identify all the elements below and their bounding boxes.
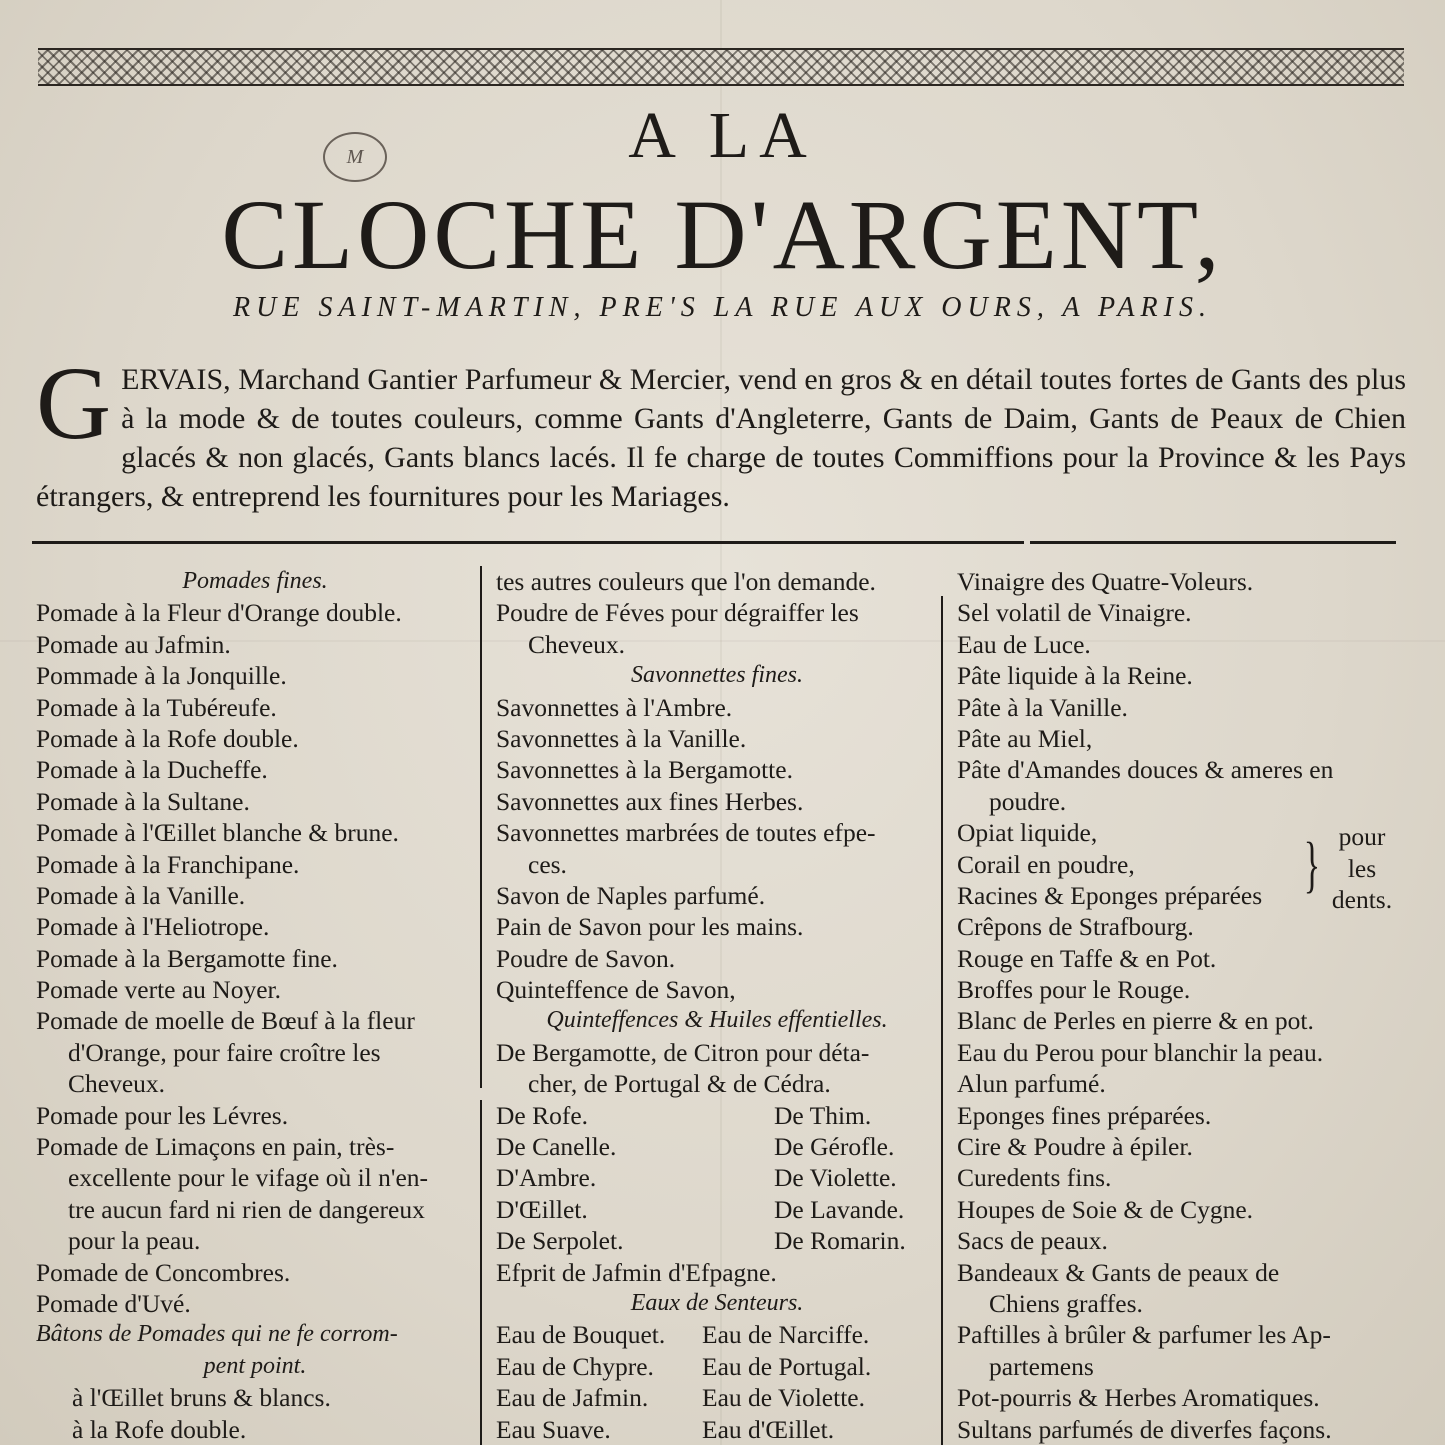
list-item: Corail en poudre, — [957, 849, 1135, 879]
list-item: Savon de Naples parfumé. — [496, 880, 766, 910]
list-item-pair — [496, 1131, 938, 1162]
section-heading: pent point. — [203, 1352, 307, 1379]
list-item: Sel volatil de Vinaigre. — [957, 598, 1192, 628]
list-item: Broffes pour le Rouge. — [957, 975, 1191, 1005]
list-item: Pomade à la Ducheffe. — [36, 755, 268, 785]
list-item: Eau de Bouquet. — [496, 1320, 666, 1350]
list-item: Crêpons de Strafbourg. — [957, 912, 1194, 942]
list-item: Efprit de Jafmin d'Efpagne. — [496, 1257, 777, 1287]
list-item: tre aucun fard ni rien de dangereux — [68, 1194, 425, 1224]
list-item: De Lavande. — [774, 1194, 905, 1224]
library-stamp: M — [323, 132, 387, 182]
list-item: Cheveux. — [68, 1069, 166, 1099]
list-item: De Violette. — [774, 1163, 897, 1193]
list-item: Houpes de Soie & de Cygne. — [957, 1194, 1254, 1224]
list-item: Sacs de peaux. — [957, 1226, 1108, 1256]
list-item: Pommade à la Jonquille. — [36, 661, 287, 691]
list-item: Eau de Jafmin. — [496, 1383, 649, 1413]
list-item: Chiens graffes. — [989, 1288, 1143, 1318]
intro-text: ERVAIS, Marchand Gantier Parfumeur & Mercier, vend en gros & en détail toutes fortes de Gants des plus à la mode & de toutes couleurs, comme Gants d'Angleterre, Gants de Daim, Gants de Peaux de Chien glacés & non glacés, Gants blancs lacés. Il fe charge de toutes Commiffions pour la Province & les Pays étrangers, & entreprend les fournitures pour les Mariages. — [36, 363, 1406, 513]
brace-label-line: dents. — [1331, 884, 1393, 914]
list-item: Paftilles à brûler & parfumer les Ap- — [957, 1320, 1331, 1350]
list-item: De Romarin. — [774, 1226, 906, 1256]
list-item: Quinteffence de Savon, — [496, 975, 736, 1005]
column-divider-2 — [941, 596, 943, 1445]
list-item: Savonnettes à la Bergamotte. — [496, 755, 793, 785]
list-item: Pomade de Concombres. — [36, 1257, 291, 1287]
list-item: Pomade à la Franchipane. — [36, 849, 300, 879]
list-item: Savonnettes à la Vanille. — [496, 723, 747, 753]
list-item: Pomade au Jafmin. — [36, 629, 231, 659]
column-savonnettes — [496, 566, 938, 1445]
list-item: Pomade de moelle de Bœuf à la fleur — [36, 1006, 415, 1036]
intro-paragraph — [36, 346, 1406, 516]
list-item: Cire & Poudre à épiler. — [957, 1132, 1193, 1162]
list-item: Pâte au Miel, — [957, 723, 1093, 753]
list-item: De Serpolet. — [496, 1226, 624, 1256]
list-item: Opiat liquide, — [957, 818, 1098, 848]
list-item: Eau de Violette. — [702, 1383, 865, 1413]
list-item-pair — [496, 1225, 938, 1256]
section-heading: Quinteffences & Huiles effentielles. — [546, 1007, 888, 1034]
list-item: Savonnettes aux fines Herbes. — [496, 786, 804, 816]
column-divider-1 — [480, 566, 482, 1088]
list-item: d'Orange, pour faire croître les — [68, 1037, 381, 1067]
list-item: Pain de Savon pour les mains. — [496, 912, 804, 942]
list-item: Savonnettes marbrées de toutes efpe- — [496, 818, 876, 848]
list-item: Pomade à la Bergamotte fine. — [36, 943, 338, 973]
brace-label-line: pour — [1338, 822, 1386, 852]
list-item-pair — [496, 1351, 938, 1382]
list-item-pair — [496, 1194, 938, 1225]
list-item: Pomade à l'Œillet blanche & brune. — [36, 818, 399, 848]
list-item: Pomade à la Fleur d'Orange double. — [36, 598, 402, 628]
list-item-pair — [496, 1319, 938, 1350]
list-item: De Bergamotte, de Citron pour déta- — [496, 1037, 870, 1067]
list-item: Blanc de Perles en pierre & en pot. — [957, 1006, 1314, 1036]
list-item: Vinaigre des Quatre-Voleurs. — [957, 567, 1254, 596]
shop-address: RUE SAINT-MARTIN, PRE'S LA RUE AUX OURS, A PARIS. — [233, 292, 1212, 323]
list-item: De Canelle. — [496, 1132, 617, 1162]
column-vinaigres — [957, 566, 1399, 1445]
list-item-pair — [496, 1100, 938, 1131]
list-item: Poudre de Savon. — [496, 943, 676, 973]
list-item: De Gérofle. — [774, 1132, 895, 1162]
list-item: Pomade à la Sultane. — [36, 786, 250, 816]
list-item: Poudre de Féves pour dégraiffer les — [496, 598, 859, 628]
list-item: D'Œillet. — [496, 1194, 588, 1224]
drop-cap: G — [36, 346, 112, 461]
separator-rule-left — [32, 541, 1024, 544]
list-item: cher, de Portugal & de Cédra. — [528, 1069, 831, 1099]
list-item: Eau d'Œillet. — [702, 1414, 835, 1444]
top-ornament-border — [38, 48, 1404, 86]
section-heading: Savonnettes fines. — [631, 662, 803, 689]
list-item: Savonnettes à l'Ambre. — [496, 692, 733, 722]
list-item: Eau de Narciffe. — [702, 1320, 870, 1350]
section-heading: Bâtons de Pomades qui ne fe corrom- — [36, 1321, 398, 1348]
list-item-pair — [496, 1162, 938, 1193]
list-item: Pomade à la Vanille. — [36, 880, 246, 910]
list-item: Curedents fins. — [957, 1163, 1112, 1193]
list-item: Pomade à la Rofe double. — [36, 723, 299, 753]
list-item: Pâte d'Amandes douces & ameres en — [957, 755, 1334, 785]
list-item: Pomade de Limaçons en pain, très- — [36, 1132, 395, 1162]
list-item: Pomade d'Uvé. — [36, 1288, 191, 1318]
list-item: Eau de Chypre. — [496, 1351, 654, 1381]
list-item-pair — [496, 1414, 938, 1445]
list-item: Cheveux. — [528, 629, 626, 659]
list-item: Pomade à l'Heliotrope. — [36, 912, 270, 942]
curly-brace-icon: } — [1303, 831, 1321, 900]
list-item: De Thim. — [774, 1100, 872, 1130]
separator-rule-right — [1030, 541, 1396, 544]
list-item: Eau de Portugal. — [702, 1351, 872, 1381]
list-item: D'Ambre. — [496, 1163, 597, 1193]
list-item: excellente pour le vifage où il n'en- — [68, 1163, 429, 1193]
list-item: Pomade pour les Lévres. — [36, 1100, 289, 1130]
list-item: Sultans parfumés de diverfes façons. — [957, 1414, 1332, 1444]
list-item: Eau du Perou pour blanchir la peau. — [957, 1037, 1324, 1067]
section-heading: Eaux de Senteurs. — [630, 1289, 804, 1316]
list-item: Pot-pourris & Herbes Aromatiques. — [957, 1383, 1320, 1413]
list-item-pair — [496, 1382, 938, 1413]
list-item: Eau de Luce. — [957, 629, 1091, 659]
list-item: Pâte liquide à la Reine. — [957, 661, 1193, 691]
list-item: Alun parfumé. — [957, 1069, 1106, 1099]
list-item: à la Rofe double. — [72, 1414, 247, 1444]
list-item: ces. — [528, 849, 567, 879]
list-item: partemens — [989, 1351, 1094, 1381]
list-item: De Rofe. — [496, 1100, 589, 1130]
list-item: Pomade verte au Noyer. — [36, 975, 282, 1005]
column-pomades — [36, 566, 474, 1445]
list-item: Racines & Eponges préparées — [957, 880, 1263, 910]
brace-label — [1327, 821, 1397, 915]
list-item: Pâte à la Vanille. — [957, 692, 1128, 722]
list-item: Pomade à la Tubéreufe. — [36, 692, 277, 722]
title-line-2: CLOCHE D'ARGENT, — [221, 179, 1224, 290]
list-item: pour la peau. — [68, 1226, 201, 1256]
list-item: Eau Suave. — [496, 1414, 611, 1444]
list-item: à l'Œillet bruns & blancs. — [72, 1383, 331, 1413]
list-item: Bandeaux & Gants de peaux de — [957, 1257, 1280, 1287]
list-item: tes autres couleurs que l'on demande. — [496, 567, 876, 596]
title-line-1: A LA — [628, 99, 817, 172]
column-divider-1-lower — [480, 1100, 482, 1445]
list-item: Eponges fines préparées. — [957, 1100, 1212, 1130]
brace-label-line: les — [1347, 853, 1377, 883]
list-item: poudre. — [989, 786, 1067, 816]
list-item: Rouge en Taffe & en Pot. — [957, 943, 1217, 973]
section-heading: Pomades fines. — [182, 568, 328, 594]
dental-group — [957, 817, 1399, 914]
